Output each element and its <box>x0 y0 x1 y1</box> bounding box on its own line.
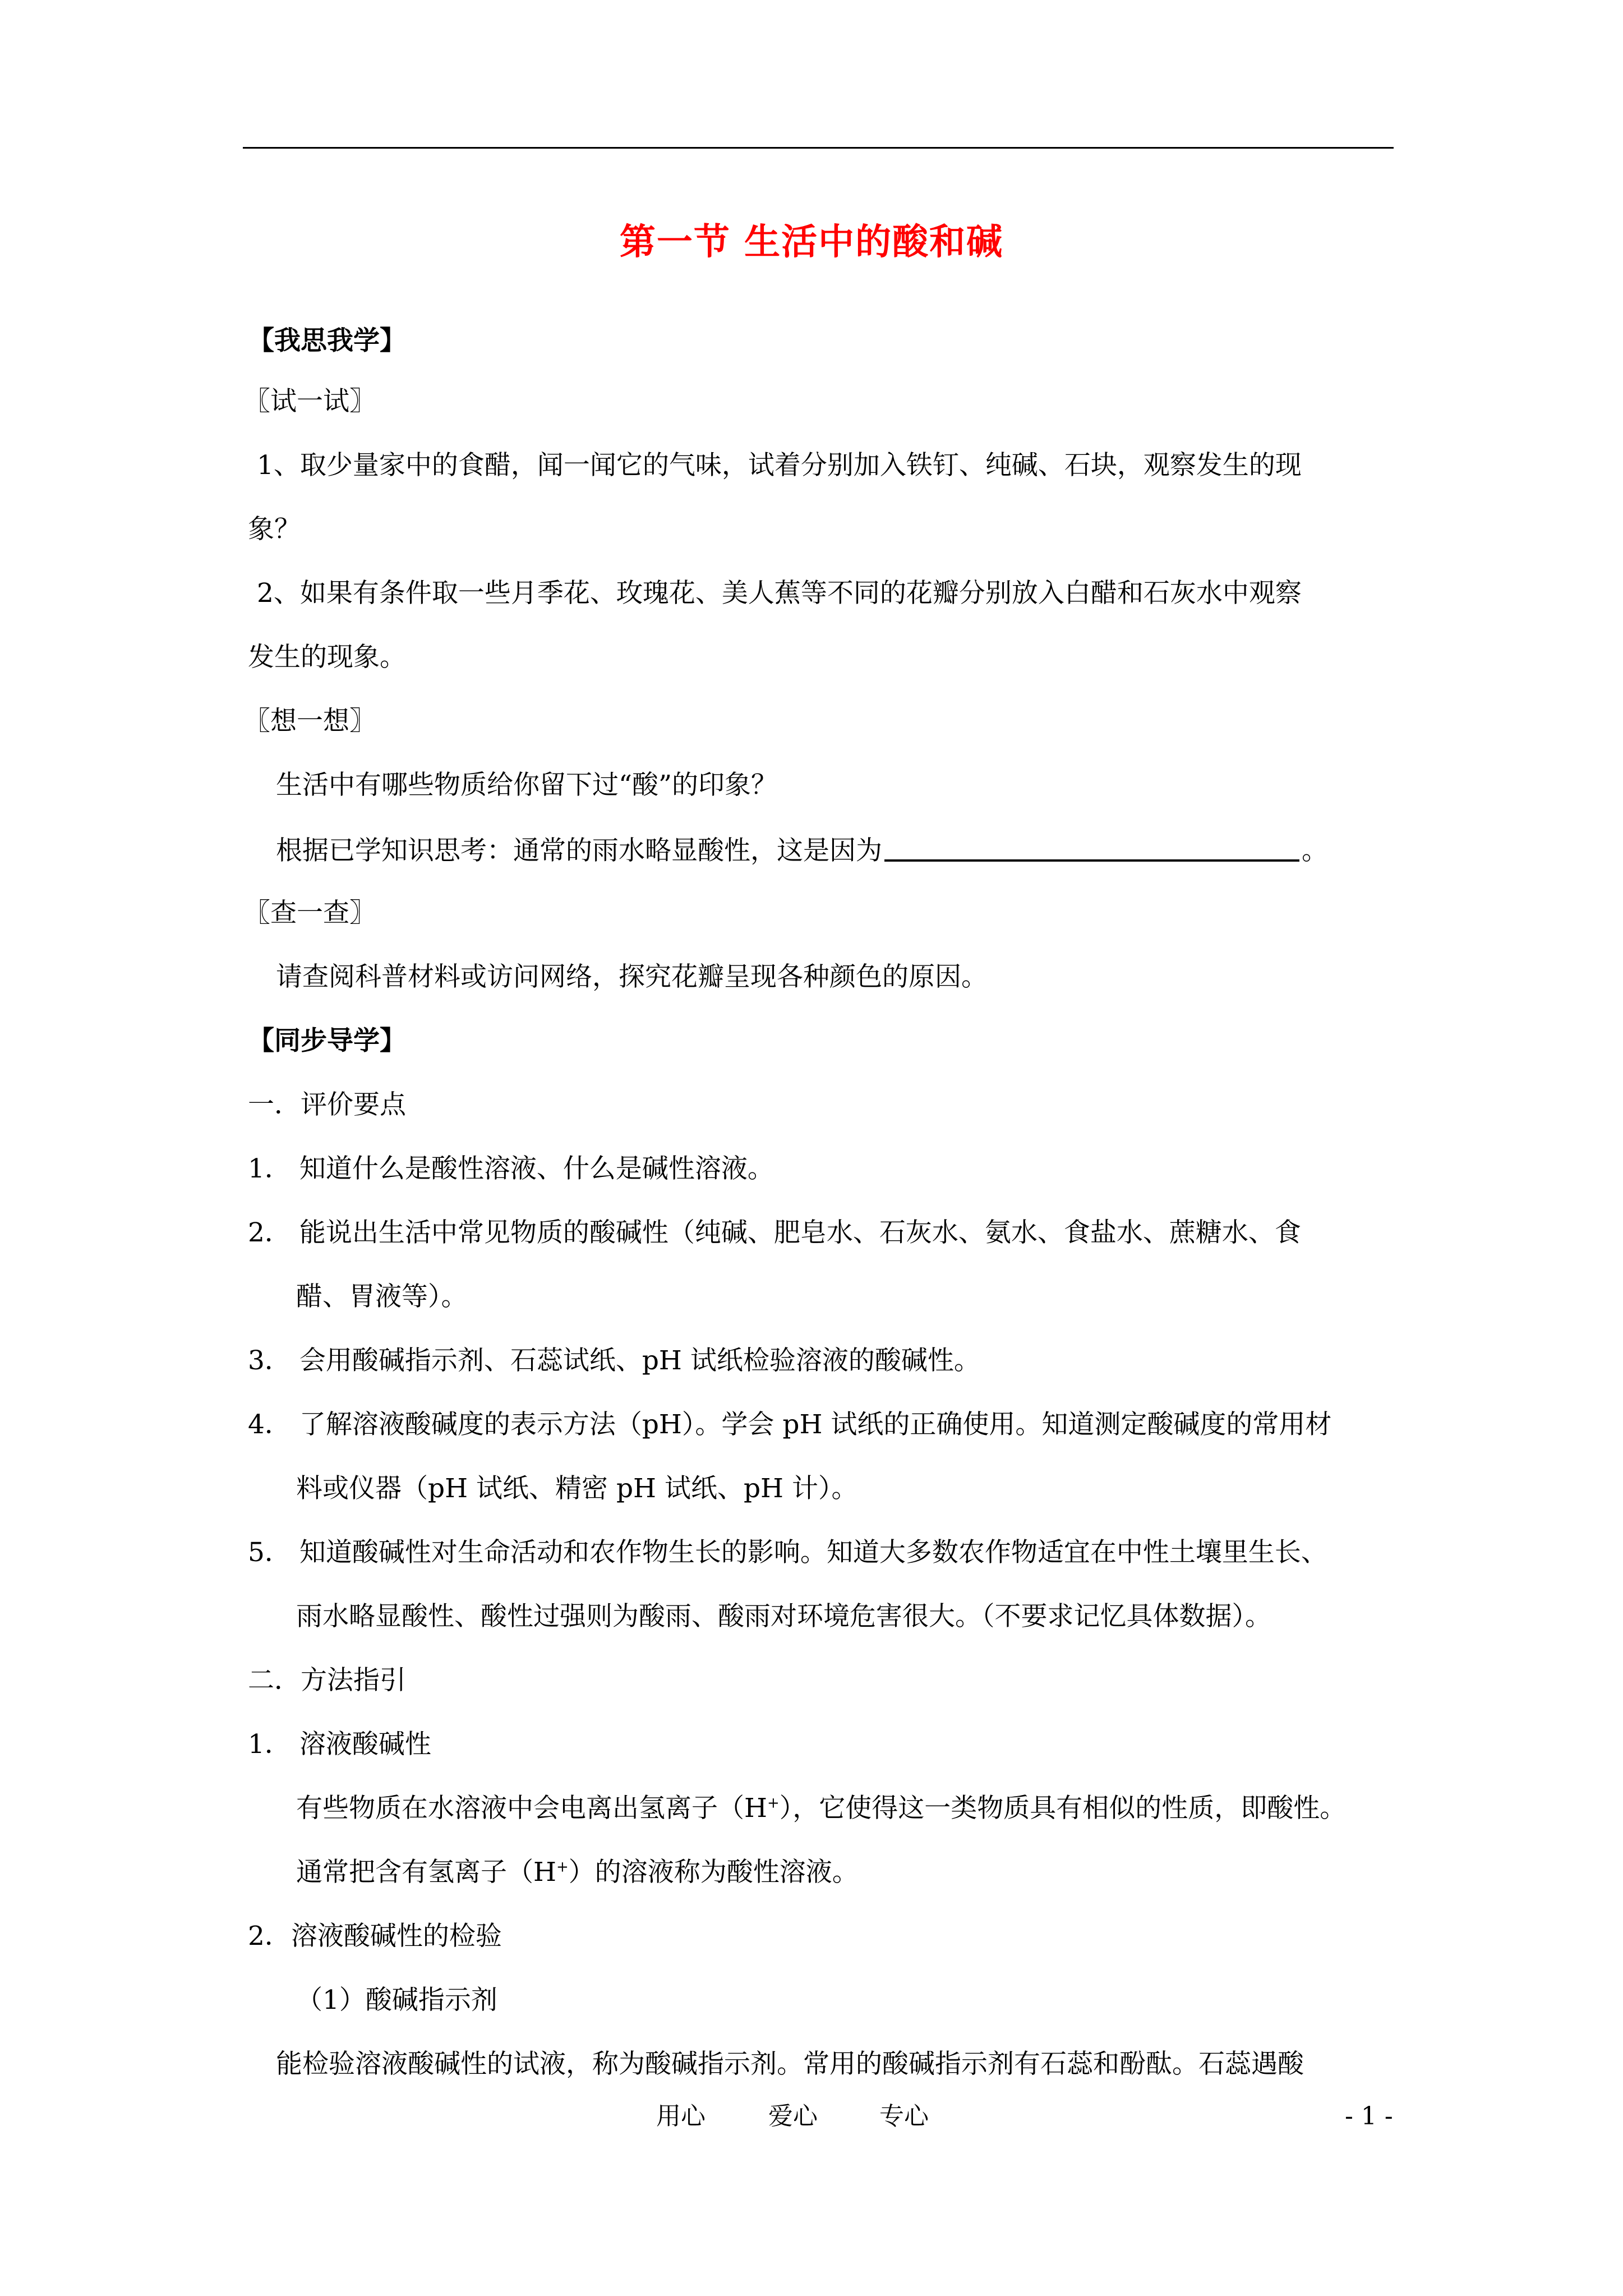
method-2-subheading: （1）酸碱指示剂 <box>296 1985 497 2016</box>
method-1-text-d: ）的溶液称为酸性溶液。 <box>568 1857 859 1888</box>
method-1-text-c: 通常把含有氢离子（H <box>296 1857 556 1888</box>
method-1-paragraph-line-1 <box>296 1792 1346 1825</box>
page-number: - 1 - <box>1345 2102 1393 2131</box>
eval-item-2-line-2: 醋、胃液等）。 <box>296 1281 468 1312</box>
eval-item-3: 3． 会用酸碱指示剂、石蕊试纸、pH 试纸检验溶液的酸碱性。 <box>248 1345 980 1376</box>
think-question-1: 生活中有哪些物质给你留下过“酸”的印象？ <box>276 770 778 800</box>
eval-item-5-line-1: 5． 知道酸碱性对生命活动和农作物生长的影响。知道大多数农作物适宜在中性土壤里生长、 <box>248 1537 1327 1568</box>
try-item-2-line-2: 发生的现象。 <box>248 642 406 673</box>
eval-item-5-line-2: 雨水略显酸性、酸性过强则为酸雨、酸雨对环境危害很大。（不要求记忆具体数据）。 <box>296 1601 1271 1632</box>
footer-text-1: 用心 <box>656 2102 706 2131</box>
try-item-1-line-1: 1、取少量家中的食醋，闻一闻它的气味，试着分别加入铁钉、纯碱、石块，观察发生的现 <box>257 450 1302 481</box>
superscript-plus: + <box>767 1795 780 1812</box>
page-title: 第一节 生活中的酸和碱 <box>619 221 1004 263</box>
try-item-2-line-1: 2、如果有条件取一些月季花、玫瑰花、美人蕉等不同的花瓣分别放入白醋和石灰水中观察 <box>257 578 1302 609</box>
method-2-heading: 2．溶液酸碱性的检验 <box>248 1921 502 1952</box>
try-item-1-line-2: 象？ <box>248 514 301 545</box>
section-heading-think: 【我思我学】 <box>248 325 406 356</box>
method-1-heading: 1． 溶液酸碱性 <box>248 1729 431 1760</box>
method-heading: 二．方法指引 <box>248 1665 406 1696</box>
eval-item-4-line-2: 料或仪器（pH 试纸、精密 pH 试纸、pH 计）。 <box>296 1473 858 1504</box>
subheading-try: 〖试一试〗 <box>244 386 376 417</box>
eval-heading: 一．评价要点 <box>248 1089 406 1120</box>
check-item-1: 请查阅科普材料或访问网络，探究花瓣呈现各种颜色的原因。 <box>276 961 988 992</box>
superscript-plus: + <box>556 1858 569 1876</box>
method-2-paragraph: 能检验溶液酸碱性的试液，称为酸碱指示剂。常用的酸碱指示剂有石蕊和酚酞。石蕊遇酸 <box>276 2049 1304 2079</box>
eval-item-1: 1． 知道什么是酸性溶液、什么是碱性溶液。 <box>248 1153 774 1184</box>
header-rule <box>243 147 1394 149</box>
method-1-text-a: 有些物质在水溶液中会电离出氢离子（H <box>296 1793 767 1824</box>
section-heading-sync: 【同步导学】 <box>248 1025 406 1056</box>
method-1-text-b: ），它使得这一类物质具有相似的性质，即酸性。 <box>779 1793 1347 1824</box>
subheading-check: 〖查一查〗 <box>244 898 376 928</box>
eval-item-2-line-1: 2． 能说出生活中常见物质的酸碱性（纯碱、肥皂水、石灰水、氨水、食盐水、蔗糖水、食 <box>248 1217 1301 1248</box>
think-question-2-text: 根据已学知识思考：通常的雨水略显酸性，这是因为 <box>276 835 882 866</box>
think-question-2 <box>276 832 1328 868</box>
subheading-think: 〖想一想〗 <box>244 706 376 737</box>
footer-text-2: 爱心 <box>768 2102 818 2131</box>
think-question-2-end: 。 <box>1302 835 1328 866</box>
method-1-paragraph-line-2 <box>296 1856 859 1889</box>
footer-text-3: 专心 <box>879 2102 929 2131</box>
answer-blank[interactable] <box>884 832 1299 862</box>
eval-item-4-line-1: 4． 了解溶液酸碱度的表示方法（pH）。学会 pH 试纸的正确使用。知道测定酸碱度的常用材 <box>248 1409 1332 1440</box>
